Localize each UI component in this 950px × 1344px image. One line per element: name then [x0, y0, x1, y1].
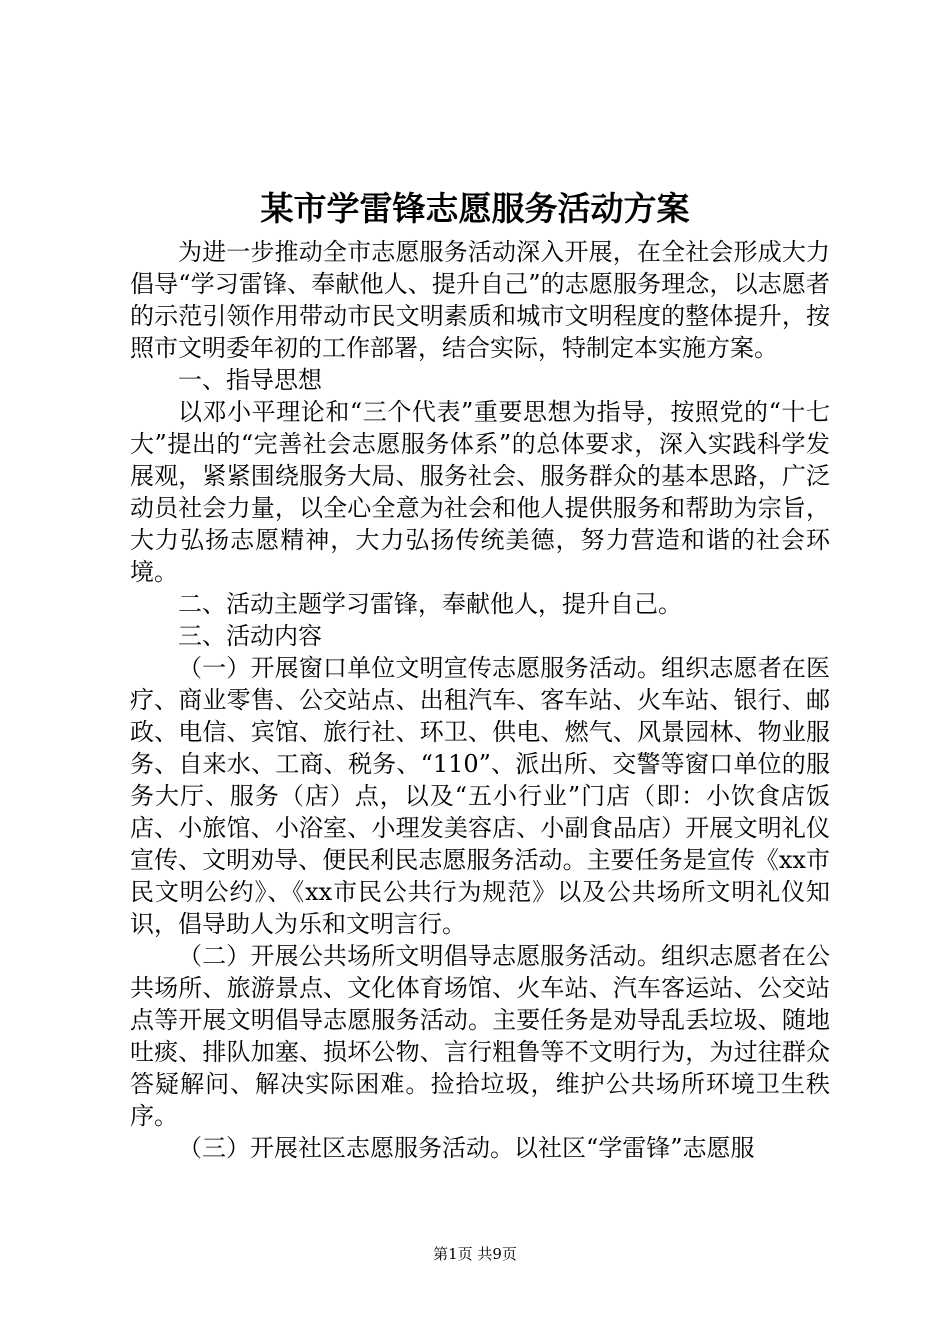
activity-item-3-paragraph: （三）开展社区志愿服务活动。以社区“学雷锋”志愿服	[178, 1134, 755, 1162]
activity-item-1-paragraph: （一）开展窗口单位文明宣传志愿服务活动。组织志愿者在医疗、商业零售、公交站点、出租汽车、客车站、火车站、银行、邮政、电信、宾馆、旅行社、环卫、供电、燃气、风景园林、物业服务、自来水、工商、税务、“110”、派出所、交警等窗口单位的服务大厅、服务（店）点，以及“五小行业”门店（即：小饮食店饭店、小旅馆、小浴室、小理发美容店、小副食品店）开展文明礼仪宣传、文明劝导、便民利民志愿服务活动。主要任务是宣传《xx市民文明公约》、《xx市民公共行为规范》以及公共场所文明礼仪知识，倡导助人为乐和文明言行。	[130, 654, 830, 938]
section-heading-guiding-thought: 一、指导思想	[178, 366, 322, 394]
document-title: 某市学雷锋志愿服务活动方案	[260, 189, 690, 228]
section-heading-activity-content: 三、活动内容	[178, 622, 322, 650]
guiding-thought-paragraph: 以邓小平理论和“三个代表”重要思想为指导，按照党的“十七大”提出的“完善社会志愿服务体系”的总体要求，深入实践科学发展观，紧紧围绕服务大局、服务社会、服务群众的基本思路，广泛动员社会力量，以全心全意为社会和他人提供服务和帮助为宗旨，大力弘扬志愿精神，大力弘扬传统美德，努力营造和谐的社会环境。	[130, 398, 830, 586]
intro-paragraph: 为进一步推动全市志愿服务活动深入开展，在全社会形成大力倡导“学习雷锋、奉献他人、提升自己”的志愿服务理念，以志愿者的示范引领作用带动市民文明素质和城市文明程度的整体提升，按照市文明委年初的工作部署，结合实际，特制定本实施方案。	[130, 238, 830, 362]
page-number-footer: 第1页 共9页	[433, 1245, 517, 1263]
activity-item-2-paragraph: （二）开展公共场所文明倡导志愿服务活动。组织志愿者在公共场所、旅游景点、文化体育场馆、火车站、汽车客运站、公交站点等开展文明倡导志愿服务活动。主要任务是劝导乱丢垃圾、随地吐痰、排队加塞、损坏公物、言行粗鲁等不文明行为，为过往群众答疑解问、解决实际困难。捡拾垃圾，维护公共场所环境卫生秩序。	[130, 942, 830, 1130]
section-heading-activity-theme: 二、活动主题学习雷锋，奉献他人，提升自己。	[178, 590, 682, 618]
document-body	[130, 236, 830, 1164]
